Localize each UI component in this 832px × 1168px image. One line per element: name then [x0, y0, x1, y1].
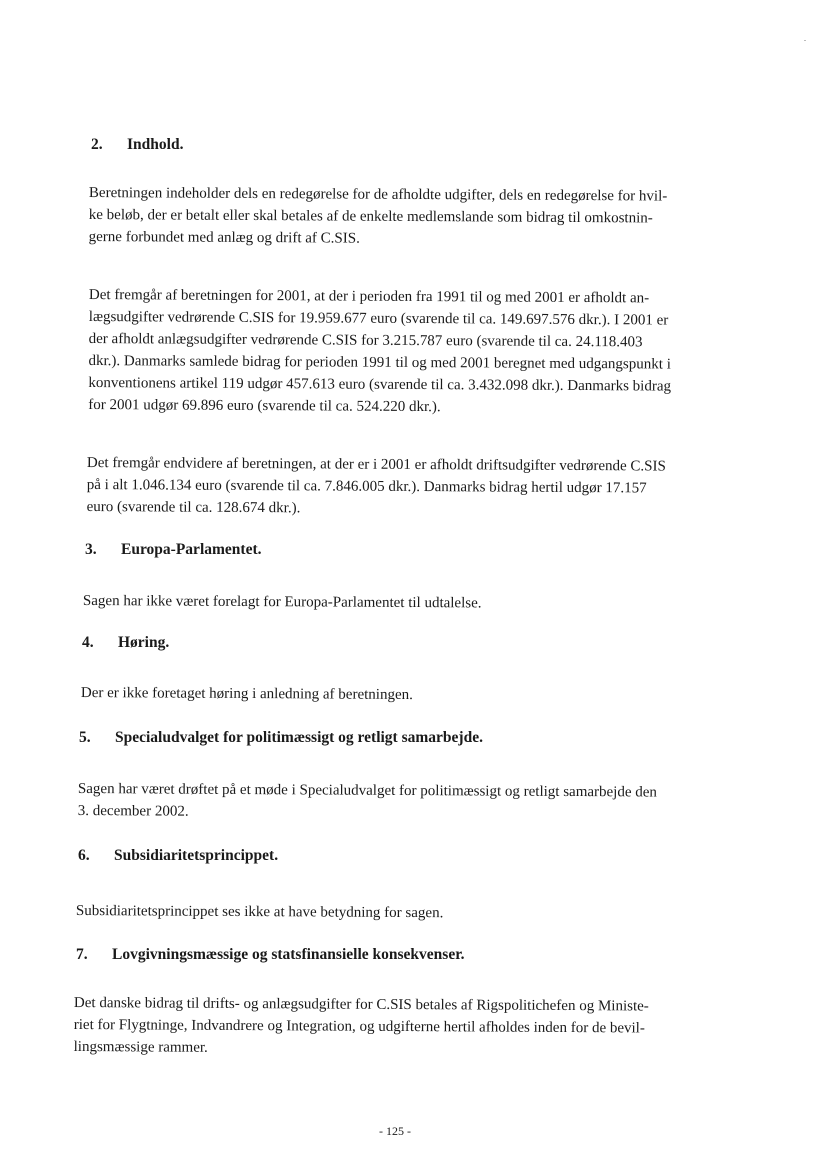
- section-heading-5: [79, 729, 483, 747]
- paragraph: [87, 452, 666, 522]
- paragraph: [83, 590, 482, 614]
- section-heading-4: [82, 634, 169, 652]
- section-number: 4.: [82, 634, 94, 651]
- page-number: - 125 -: [379, 1124, 411, 1138]
- section-title: Specialudvalget for politimæssigt og retligt samarbejde.: [115, 729, 483, 746]
- section-number: 5.: [79, 729, 91, 746]
- paragraph: [89, 182, 668, 252]
- section-heading-7: [76, 946, 465, 964]
- scan-speck: [804, 40, 806, 41]
- text-line: Sagen har ikke været forelagt for Europa-Parlamentet til udtalelse.: [82, 592, 482, 612]
- text-line: Det danske bidrag til drifts- og anlægsudgifter for C.SIS betales af Rigspolitichefen og Ministe-: [73, 994, 649, 1015]
- paragraph: [88, 284, 671, 420]
- text-line: riet for Flygtninge, Indvandrere og Integration, og udgifterne hertil afholdes inden for de bevil-: [73, 1016, 645, 1037]
- paragraph: [78, 778, 657, 826]
- text-line: Subsidiaritetsprincippet ses ikke at have betydning for sagen.: [75, 902, 444, 922]
- section-number: 3.: [85, 541, 97, 558]
- paragraph: [76, 900, 444, 924]
- section-title: Høring.: [118, 634, 170, 651]
- section-heading-6: [78, 847, 278, 865]
- text-line: euro (svarende til ca. 128.674 dkr.).: [86, 498, 301, 517]
- text-line: dkr.). Danmarks samlede bidrag for perioden 1991 til og med 2001 beregnet med udgangspunkt i: [88, 352, 671, 373]
- section-title: Indhold.: [127, 136, 184, 153]
- text-line: lingsmæssige rammer.: [73, 1038, 208, 1056]
- text-line: gerne forbundet med anlæg og drift af C.SIS.: [88, 228, 360, 247]
- section-number: 7.: [76, 946, 88, 963]
- section-number: 6.: [78, 847, 90, 864]
- section-number: 2.: [91, 136, 103, 153]
- text-line: 3. december 2002.: [77, 802, 189, 820]
- text-line: Det fremgår af beretningen for 2001, at der i perioden fra 1991 til og med 2001 er afholdt an-: [88, 286, 650, 307]
- section-title: Europa-Parlamentet.: [121, 541, 262, 558]
- section-heading-2: [91, 136, 183, 154]
- text-line: Beretningen indeholder dels en redegørelse for de afholdte udgifter, dels en redegørelse for hvil-: [88, 184, 668, 205]
- text-line: ke beløb, der er betalt eller skal betales af de enkelte medlemslande som bidrag til omkostnin-: [88, 206, 653, 227]
- section-title: Subsidiaritetsprincippet.: [114, 847, 279, 864]
- text-line: Det fremgår endvidere af beretningen, at der er i 2001 er afholdt driftsudgifter vedrørende C.SIS: [86, 454, 666, 475]
- text-line: der afholdt anlægsudgifter vedrørende C.SIS for 3.215.787 euro (svarende til ca. 24.118.403: [88, 330, 643, 351]
- text-line: Der er ikke foretaget høring i anledning af beretningen.: [80, 684, 413, 704]
- section-heading-3: [85, 541, 261, 559]
- text-line: på i alt 1.046.134 euro (svarende til ca. 7.846.005 dkr.). Danmarks bidrag hertil udgør 17.157: [86, 476, 647, 497]
- text-line: lægsudgifter vedrørende C.SIS for 19.959.677 euro (svarende til ca. 149.697.576 dkr.). I 2001 er: [88, 308, 669, 329]
- paragraph: [74, 992, 649, 1062]
- section-title: Lovgivningsmæssige og statsfinansielle konsekvenser.: [112, 946, 465, 963]
- text-line: konventionens artikel 119 udgør 457.613 euro (svarende til ca. 3.432.098 dkr.). Danmarks bidrag: [88, 374, 672, 395]
- paragraph: [81, 682, 413, 706]
- text-line: for 2001 udgør 69.896 euro (svarende til ca. 524.220 dkr.).: [88, 396, 441, 416]
- text-line: Sagen har været drøftet på et møde i Specialudvalget for politimæssigt og retligt samarbejde den: [77, 780, 658, 801]
